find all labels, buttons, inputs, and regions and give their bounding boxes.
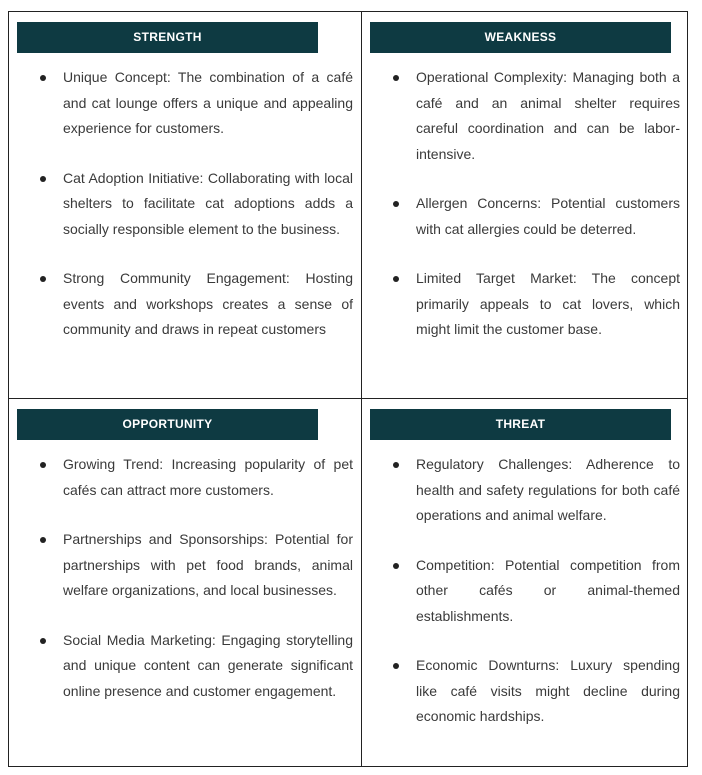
weakness-list — [370, 65, 680, 343]
list-item: Partnerships and Sponsorships: Potential for partnerships with pet food brands, animal welfare organizations, and local businesses. — [17, 527, 353, 604]
opportunity-header: OPPORTUNITY — [17, 409, 318, 440]
strength-cell — [9, 12, 362, 399]
list-item: Growing Trend: Increasing popularity of pet cafés can attract more customers. — [17, 452, 353, 503]
list-item: Competition: Potential competition from other cafés or animal-themed establishments. — [370, 553, 680, 630]
threat-list — [370, 452, 680, 730]
strength-header: STRENGTH — [17, 22, 318, 53]
list-item: Operational Complexity: Managing both a café and an animal shelter requires careful coordination and can be labor-intensive. — [370, 65, 680, 167]
list-item: Strong Community Engagement: Hosting events and workshops creates a sense of community and draws in repeat customers — [17, 266, 353, 343]
strength-list — [17, 65, 353, 343]
weakness-header: WEAKNESS — [370, 22, 671, 53]
list-item: Economic Downturns: Luxury spending like café visits might decline during economic hardships. — [370, 653, 680, 730]
weakness-cell — [362, 12, 688, 399]
list-item: Cat Adoption Initiative: Collaborating with local shelters to facilitate cat adoptions adds a socially responsible element to the business. — [17, 166, 353, 243]
list-item: Unique Concept: The combination of a café and cat lounge offers a unique and appealing experience for customers. — [17, 65, 353, 142]
opportunity-list — [17, 452, 353, 704]
swot-table — [8, 11, 688, 767]
list-item: Regulatory Challenges: Adherence to health and safety regulations for both café operations and animal welfare. — [370, 452, 680, 529]
opportunity-cell — [9, 399, 362, 766]
list-item: Limited Target Market: The concept primarily appeals to cat lovers, which might limit the customer base. — [370, 266, 680, 343]
list-item: Allergen Concerns: Potential customers with cat allergies could be deterred. — [370, 191, 680, 242]
threat-header: THREAT — [370, 409, 671, 440]
list-item: Social Media Marketing: Engaging storytelling and unique content can generate significant online presence and customer engagement. — [17, 628, 353, 705]
threat-cell — [362, 399, 688, 766]
